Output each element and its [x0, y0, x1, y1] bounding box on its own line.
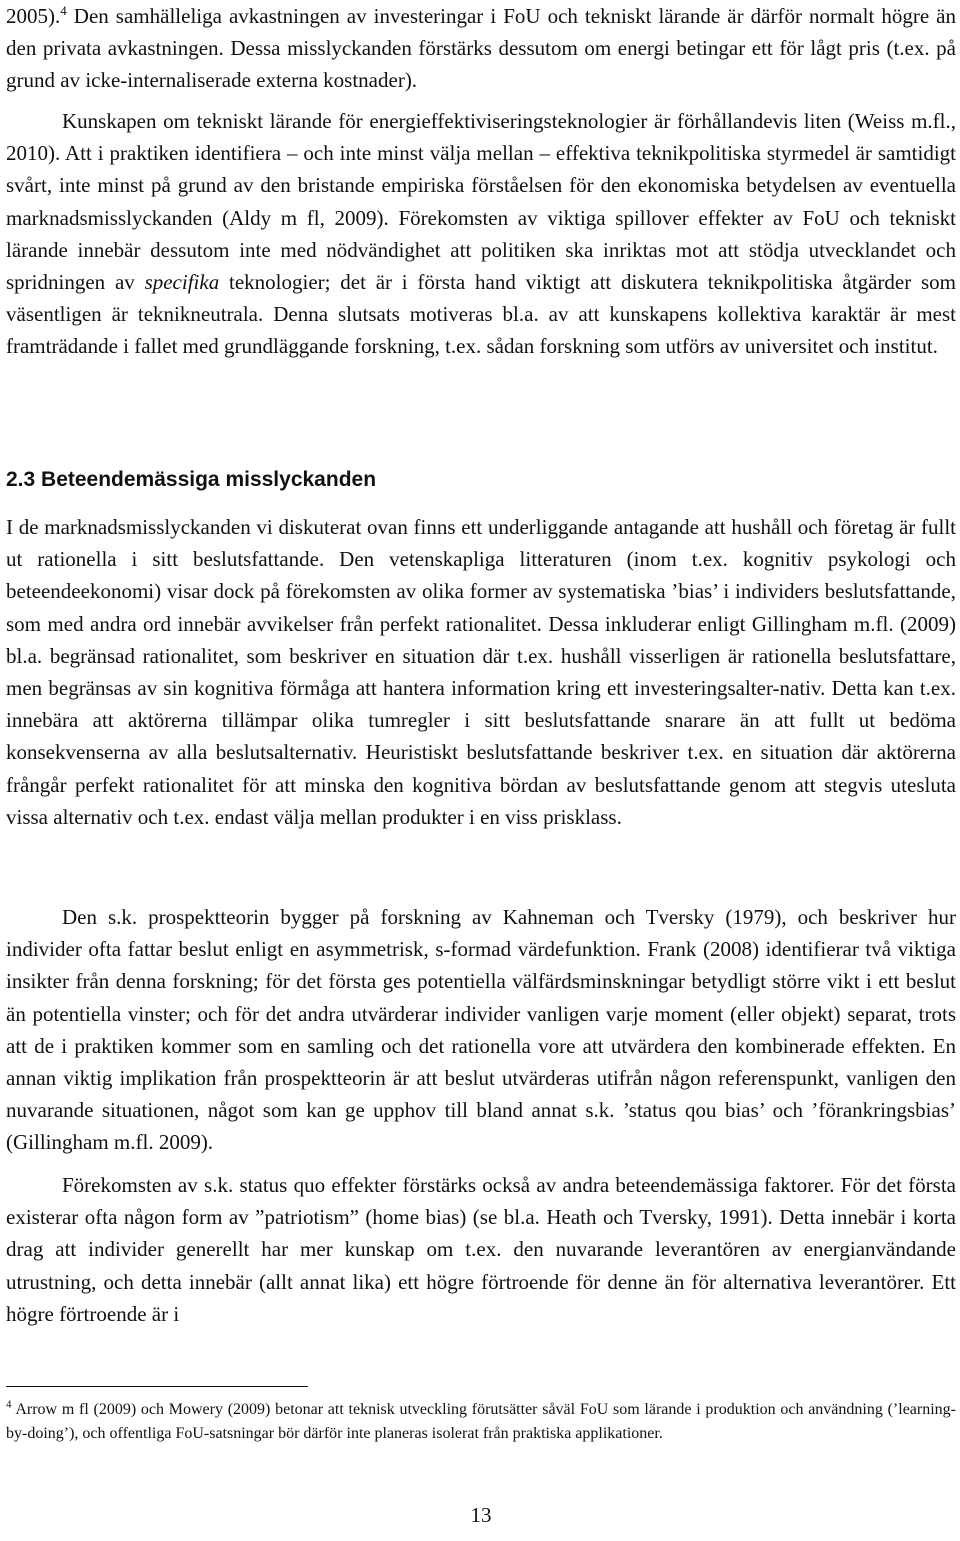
footnote-ref: 4 [60, 3, 67, 18]
paragraph-2-text-a: Kunskapen om tekniskt lärande för energieffektiviseringsteknologier är förhållandevis liten (Weiss m.fl., 2010). Att i praktiken identifiera – och inte minst välja mellan – effektiva teknikpolitiska styrmedel är samtidigt svårt, inte minst på grund av den bristande empiriska förståelsen för den ekonomiska betydelsen av eventuella marknadsmisslyckanden (Aldy m fl, 2009). Förekomsten av viktiga spillover effekter av FoU och tekniskt lärande innebär dessutom inte med nödvändighet att politiken ska inriktas mot att stödja utvecklandet och spridningen av [6, 109, 956, 295]
footnote-divider [6, 1386, 308, 1387]
paragraph-3: I de marknadsmisslyckanden vi diskuterat ovan finns ett underliggande antagande att hushåll och företag är fullt ut rationella i sitt beslutsfattande. Den vetenskapliga litteraturen (inom t.ex. kognitiv psykologi och beteendeekonomi) visar dock på förekomsten av olika former av systematiska ’bias’ i individers beslutsfattande, som med andra ord innebär avvikelser från perfekt rationalitet. Dessa inkluderar enligt Gillingham m.fl. (2009) bl.a. begränsad rationalitet, som beskriver en situation där t.ex. hushåll visserligen är rationella beslutsfattare, men begränsas av sin kognitiva förmåga att hantera information kring ett investeringsalter-nativ. Detta kan t.ex. innebära att aktörerna tillämpar olika tumregler i sitt beslutsfattande snarare än att fullt ut bedöma konsekvenserna av alla beslutsalternativ. Heuristiskt beslutsfattande beskriver t.ex. en situation där aktörerna frångår perfekt rationalitet för att minska den kognitiva bördan av beslutsfattande genom att stegvis utesluta vissa alternativ och t.ex. endast välja mellan produkter i en viss prisklass. [6, 515, 956, 829]
section-heading: 2.3 Beteendemässiga misslyckanden [6, 468, 377, 491]
paragraph-1 [6, 0, 956, 97]
paragraph-2-text-b: teknologier; det är i första hand viktigt att diskutera teknikpolitiska åtgärder som väsentligen är teknikneutrala. Denna slutsats motiveras bl.a. av att kunskapens kollektiva karaktär är mest framträdande i fallet med grundläggande forskning, t.ex. sådan forskning som utförs av universitet och institut. [6, 270, 956, 359]
paragraph-1-text: Den samhälleliga avkastningen av investeringar i FoU och tekniskt lärande är därför normalt högre än den privata avkastningen. Dessa misslyckanden förstärks dessutom om energi betingar ett för lågt pris (t.ex. på grund av icke-internaliserade externa kostnader). [6, 4, 956, 93]
page-number: 13 [470, 1503, 492, 1527]
paragraph-5: Förekomsten av s.k. status quo effekter förstärks också av andra beteendemässiga faktorer. För det första existerar ofta någon form av ”patriotism” (home bias) (se bl.a. Heath och Tversky, 1991). Detta innebär i korta drag att individer generellt har mer kunskap om t.ex. den nuvarande leverantören av energianvändande utrustning, och detta innebär (allt annat lika) ett högre förtroende för denne än för alternativa leverantörer. Ett högre förtroende är i [6, 1173, 956, 1326]
footnote-text: Arrow m fl (2009) och Mowery (2009) betonar att teknisk utveckling förutsätter såväl FoU som lärande i produktion och användning (’learning-by-doing’), och offentliga FoU-satsningar bör därför inte planeras isolerat från praktiska applikationer. [6, 1401, 956, 1442]
paragraph-2-italic: specifika [144, 270, 220, 295]
footnote-number: 4 [6, 1398, 12, 1411]
paragraph-1-start: 2005). [6, 4, 61, 28]
paragraph-2 [6, 105, 956, 363]
footnote [6, 1398, 956, 1445]
paragraph-4: Den s.k. prospektteorin bygger på forskning av Kahneman och Tversky (1979), och beskriver hur individer ofta fattar beslut enligt en asymmetrisk, s-formad värdefunktion. Frank (2008) identifierar två viktiga insikter från denna forskning; för det första ges potentiella välfärdsminskningar betydligt större vikt i ett beslut än potentiella vinster; och för det andra utvärderar individer vanligen varje moment (eller objekt) separat, trots att de i praktiken kommer som en samling och det rationella vore att utvärdera den kombinerade effekten. En annan viktig implikation från prospektteorin är att beslut utvärderas utifrån någon referenspunkt, vanligen den nuvarande situationen, något som kan ge upphov till bland annat s.k. ’status qou bias’ och ’förankringsbias’ (Gillingham m.fl. 2009). [6, 905, 956, 1155]
